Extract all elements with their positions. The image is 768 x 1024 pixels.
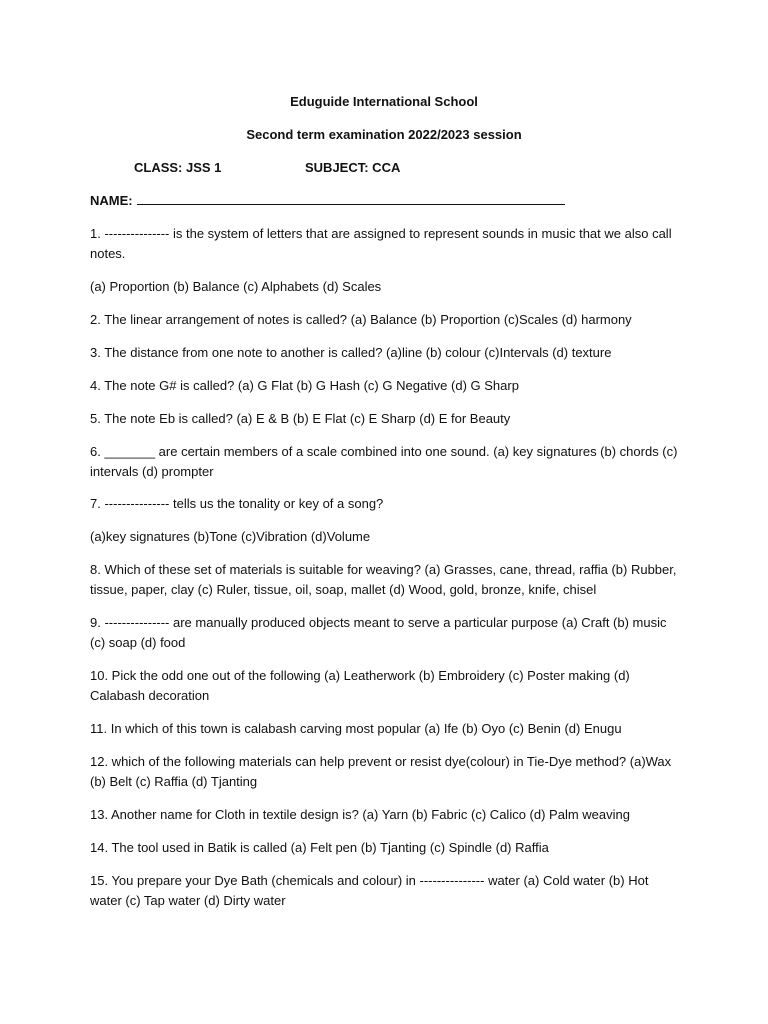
question-9: 9. --------------- are manually produced objects meant to serve a particular purpose (a) Craft (b) music (c) soap (d) food: [90, 615, 667, 650]
subject-label: SUBJECT: CCA: [305, 160, 401, 175]
name-blank-line: [137, 192, 565, 205]
question-7-options: (a)key signatures (b)Tone (c)Vibration (d)Volume: [90, 529, 371, 544]
name-row: [90, 192, 565, 208]
question-2: 2. The linear arrangement of notes is called? (a) Balance (b) Proportion (c)Scales (d) harmony: [90, 312, 632, 327]
question-15: 15. You prepare your Dye Bath (chemicals and colour) in --------------- water (a) Cold water (b) Hot water (c) Tap water (d) Dirty water: [90, 873, 649, 908]
question-14: 14. The tool used in Batik is called (a) Felt pen (b) Tjanting (c) Spindle (d) Raffia: [90, 840, 549, 855]
question-1: 1. --------------- is the system of letters that are assigned to represent sounds in music that we also call notes.: [90, 226, 672, 261]
question-3: 3. The distance from one note to another is called? (a)line (b) colour (c)Intervals (d) texture: [90, 345, 612, 360]
exam-title: Second term examination 2022/2023 session: [246, 127, 522, 142]
question-8: 8. Which of these set of materials is suitable for weaving? (a) Grasses, cane, thread, raffia (b) Rubber, tissue, paper, clay (c) Ruler, tissue, oil, soap, mallet (d) Wood, gold, bronze, knife, chisel: [90, 562, 677, 597]
question-13: 13. Another name for Cloth in textile design is? (a) Yarn (b) Fabric (c) Calico (d) Palm weaving: [90, 807, 630, 822]
question-5: 5. The note Eb is called? (a) E & B (b) E Flat (c) E Sharp (d) E for Beauty: [90, 411, 511, 426]
question-10: 10. Pick the odd one out of the following (a) Leatherwork (b) Embroidery (c) Poster making (d) Calabash decoration: [90, 668, 630, 703]
name-label: NAME:: [90, 193, 133, 208]
question-1-options: (a) Proportion (b) Balance (c) Alphabets (d) Scales: [90, 279, 382, 294]
question-6: 6. _______ are certain members of a scale combined into one sound. (a) key signatures (b) chords (c) intervals (d) prompter: [90, 444, 678, 479]
question-11: 11. In which of this town is calabash carving most popular (a) Ife (b) Oyo (c) Benin (d) Enugu: [90, 721, 622, 736]
question-4: 4. The note G# is called? (a) G Flat (b) G Hash (c) G Negative (d) G Sharp: [90, 378, 519, 393]
class-label: CLASS: JSS 1: [134, 160, 222, 175]
question-12: 12. which of the following materials can help prevent or resist dye(colour) in Tie-Dye method? (a)Wax (b) Belt (c) Raffia (d) Tjanting: [90, 754, 672, 789]
school-name: Eduguide International School: [290, 94, 478, 109]
question-7: 7. --------------- tells us the tonality or key of a song?: [90, 496, 384, 511]
